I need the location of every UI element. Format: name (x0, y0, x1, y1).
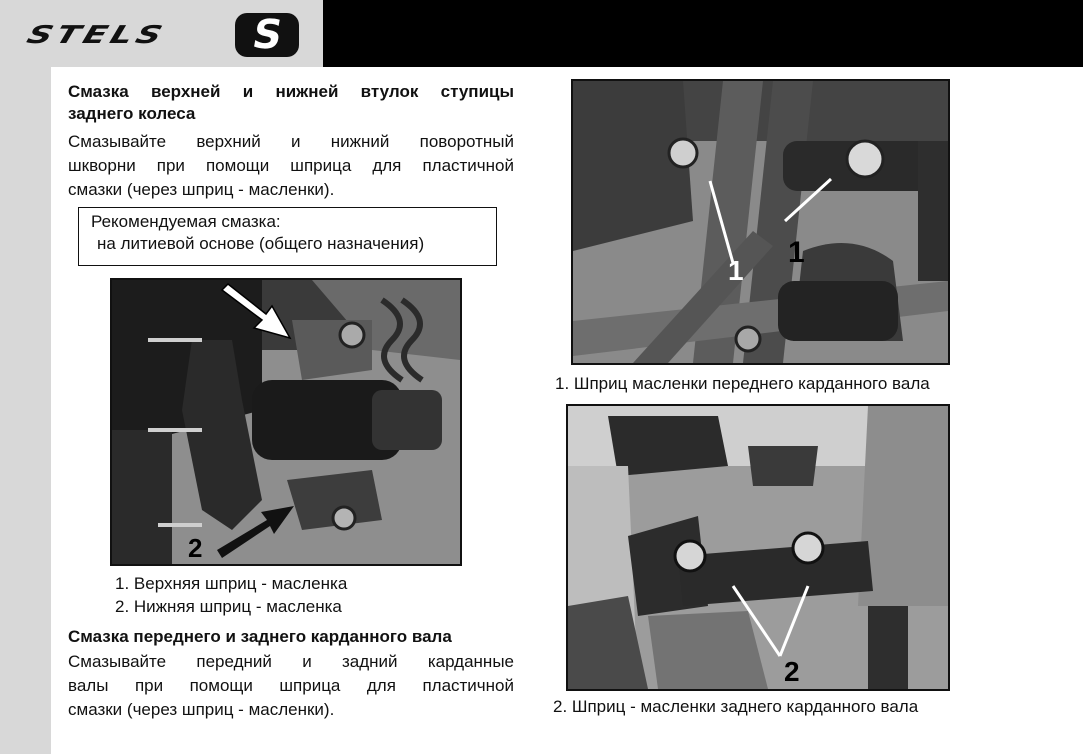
hub-caption-1: 1. Верхняя шприц - масленка (115, 574, 348, 593)
rear-driveshaft-illustration (568, 406, 948, 689)
section1-body-line1: Смазывайте верхний и нижний поворотный (68, 132, 514, 151)
rear-hub-illustration (112, 280, 460, 564)
front-driveshaft-illustration (573, 81, 948, 363)
front-callout-1-left: 1 (728, 255, 744, 286)
rear-driveshaft-photo (566, 404, 950, 691)
stels-logo-badge (235, 13, 299, 57)
logo-area (0, 0, 323, 67)
section1-title-line2: заднего колеса (68, 104, 196, 123)
front-driveshaft-caption: 1. Шприц масленки переднего карданного вала (555, 374, 930, 393)
section1-title (68, 81, 514, 125)
section1-body-line2: шкворни при помощи шприца для пластичной (68, 156, 514, 175)
rear-driveshaft-caption: 2. Шприц - масленки заднего карданного вала (553, 697, 919, 716)
section2-body-line2: валы при помощи шприца для пластичной (68, 676, 514, 695)
section2-body (68, 650, 514, 722)
rear-hub-photo (110, 278, 462, 566)
section1-title-line1: Смазка верхней и нижней втулок ступицы (68, 82, 514, 101)
header-bar (323, 0, 1083, 67)
hub-callout-2: 2 (188, 533, 203, 563)
recommended-grease-value: на литиевой основе (общего назначения) (97, 234, 425, 253)
recommended-grease-box (78, 207, 497, 266)
recommended-grease-label: Рекомендуемая смазка: (91, 212, 281, 231)
section2-body-line3: смазки (через шприц - масленки). (68, 700, 335, 719)
section2-body-line1: Смазывайте передний и задний карданные (68, 652, 514, 671)
section1-body-line3: смазки (через шприц - масленки). (68, 180, 335, 199)
rear-callout-2: 2 (784, 656, 800, 687)
left-margin-strip (0, 67, 51, 754)
logo-badge-letter: S (248, 12, 286, 58)
section1-body (68, 130, 514, 202)
section2-title: Смазка переднего и заднего карданного вала (68, 627, 452, 646)
hub-caption-2: 2. Нижняя шприц - масленка (115, 597, 342, 616)
front-driveshaft-photo (571, 79, 950, 365)
stels-logo-text: STELS (23, 20, 170, 50)
front-callout-1-right: 1 (788, 236, 805, 269)
